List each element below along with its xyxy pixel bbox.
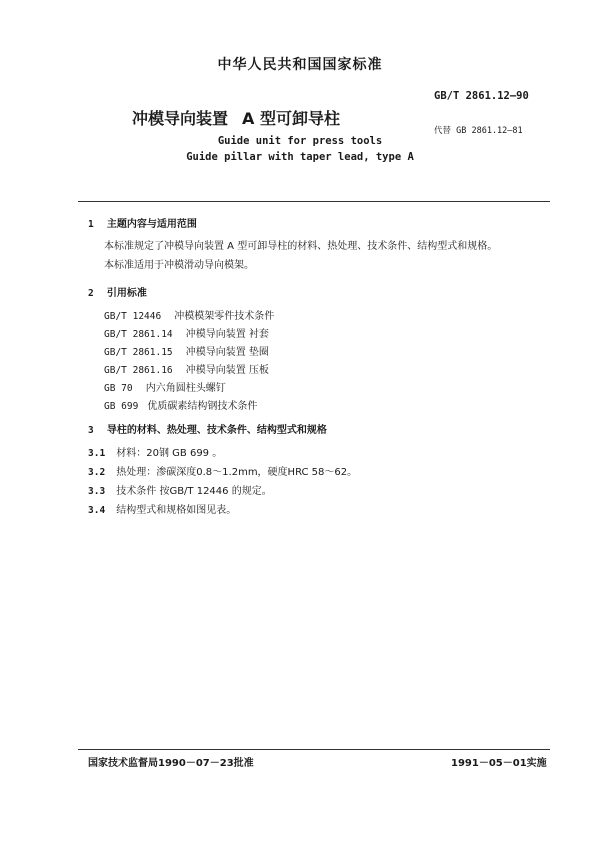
clause-item bbox=[88, 479, 272, 498]
clause-text: 技术条件 按GB/T 12446 的规定。 bbox=[116, 486, 272, 497]
clause-number: 3.4 bbox=[88, 505, 106, 516]
reference-item bbox=[104, 340, 269, 359]
section-1-heading bbox=[88, 212, 197, 231]
reference-item bbox=[104, 304, 274, 323]
clause-item bbox=[88, 460, 357, 479]
clause-text: 材料：20钢 GB 699 。 bbox=[116, 448, 223, 459]
reference-item bbox=[104, 322, 269, 341]
bottom-divider bbox=[78, 749, 550, 750]
clause-item bbox=[88, 441, 222, 460]
clause-text: 热处理：渗碳深度0.8～1.2mm，硬度HRC 58～62。 bbox=[116, 467, 358, 478]
reference-code: GB/T 2861.16 bbox=[104, 365, 173, 376]
clause-text: 结构型式和规格如图见表。 bbox=[116, 505, 237, 516]
implementation-date: 1991－05－01实施 bbox=[451, 758, 547, 769]
section-2-heading bbox=[88, 281, 147, 300]
reference-code: GB/T 2861.15 bbox=[104, 347, 173, 358]
reference-item bbox=[104, 358, 269, 377]
standard-number: GB/T 2861.12—90 bbox=[434, 90, 529, 102]
reference-code: GB/T 2861.14 bbox=[104, 329, 173, 340]
title-cn-part2: A 型可卸导柱 bbox=[242, 109, 340, 128]
top-divider bbox=[78, 201, 550, 202]
title-cn-part1: 冲模导向装置 bbox=[132, 109, 229, 128]
clause-number: 3.3 bbox=[88, 486, 106, 497]
clause-number: 3.1 bbox=[88, 448, 106, 459]
reference-title: 优质碳素结构钢技术条件 bbox=[147, 401, 258, 412]
reference-code: GB 699 bbox=[104, 401, 139, 412]
title-chinese bbox=[132, 106, 340, 129]
reference-title: 冲模导向装置 衬套 bbox=[185, 329, 269, 340]
section-2-number: 2 bbox=[88, 288, 94, 299]
reference-item bbox=[104, 394, 257, 413]
clause-item bbox=[88, 498, 236, 517]
title-english-line2: Guide pillar with taper lead, type A bbox=[186, 151, 414, 163]
reference-title: 冲模导向装置 压板 bbox=[185, 365, 269, 376]
section-3-number: 3 bbox=[88, 425, 94, 436]
replaces-standard: 代替 GB 2861.12—81 bbox=[434, 126, 523, 136]
reference-code: GB/T 12446 bbox=[104, 311, 162, 322]
section-1-number: 1 bbox=[88, 219, 94, 230]
clause-number: 3.2 bbox=[88, 467, 106, 478]
reference-code: GB 70 bbox=[104, 383, 133, 394]
reference-item bbox=[104, 376, 226, 395]
section-1-paragraph-2: 本标准适用于冲模滑动导向模架。 bbox=[104, 260, 254, 271]
reference-title: 冲模模架零件技术条件 bbox=[174, 311, 275, 322]
reference-title: 内六角圆柱头螺钉 bbox=[145, 383, 226, 394]
title-english-line1: Guide unit for press tools bbox=[217, 135, 383, 147]
approval-date: 国家技术监督局1990－07－23批准 bbox=[88, 758, 254, 769]
section-1-paragraph-1: 本标准规定了冲模导向装置 A 型可卸导柱的材料、热处理、技术条件、结构型式和规格。 bbox=[104, 241, 498, 252]
reference-title: 冲模导向装置 垫圈 bbox=[185, 347, 269, 358]
section-3-heading bbox=[88, 418, 327, 437]
section-2-title: 引用标准 bbox=[106, 288, 147, 299]
section-3-title: 导柱的材料、热处理、技术条件、结构型式和规格 bbox=[106, 425, 327, 436]
section-1-title: 主题内容与适用范围 bbox=[106, 219, 197, 230]
national-standard-header: 中华人民共和国国家标准 bbox=[217, 57, 383, 73]
